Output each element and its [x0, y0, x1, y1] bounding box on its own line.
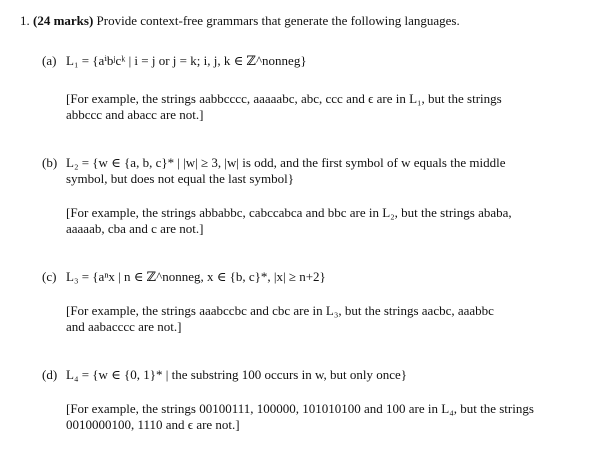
question-marks: (24 marks)	[33, 13, 94, 28]
part-c-example-line-1: [For example, the strings aaabccbc and cbc are in L₃, but the strings aacbc, aaabbc	[66, 303, 494, 318]
part-c-example-line-2: and aabacccc are not.]	[66, 319, 182, 334]
part-b-definition-line-2: symbol, but does not equal the last symbol}	[66, 171, 294, 186]
part-d-example-line-2: 0010000100, 1110 and ϵ are not.]	[66, 417, 240, 432]
part-a-label: (a)	[42, 53, 57, 68]
part-d-example-line-1: [For example, the strings 00100111, 100000, 101010100 and 100 are in L₄, but the strings	[66, 401, 534, 416]
question-header	[20, 13, 460, 28]
part-b-example-line-2: aaaaab, cba and c are not.]	[66, 221, 204, 236]
part-b-definition-line-1: L₂ = {w ∈ {a, b, c}* | |w| ≥ 3, |w| is odd, and the first symbol of w equals the middle	[66, 155, 506, 170]
part-b-example-line-1: [For example, the strings abbabbc, cabccabca and bbc are in L₂, but the strings ababa,	[66, 205, 512, 220]
part-a-definition: L₁ = {aⁱbʲcᵏ | i = j or j = k; i, j, k ∈ ℤ^nonneg}	[66, 53, 307, 68]
question-number: 1.	[20, 13, 30, 28]
part-d-label: (d)	[42, 367, 58, 382]
part-d-definition: L₄ = {w ∈ {0, 1}* | the substring 100 occurs in w, but only once}	[66, 367, 408, 382]
question-prompt: Provide context-free grammars that generate the following languages.	[96, 13, 460, 28]
part-a-example-line-1: [For example, the strings aabbcccc, aaaaabc, abc, ccc and ϵ are in L₁, but the strings	[66, 91, 502, 106]
part-a-example-line-2: abbccc and abacc are not.]	[66, 107, 204, 122]
part-b-label: (b)	[42, 155, 58, 170]
part-c-label: (c)	[42, 269, 57, 284]
part-c-definition: L₃ = {aⁿx | n ∈ ℤ^nonneg, x ∈ {b, c}*, |x| ≥ n+2}	[66, 269, 326, 284]
